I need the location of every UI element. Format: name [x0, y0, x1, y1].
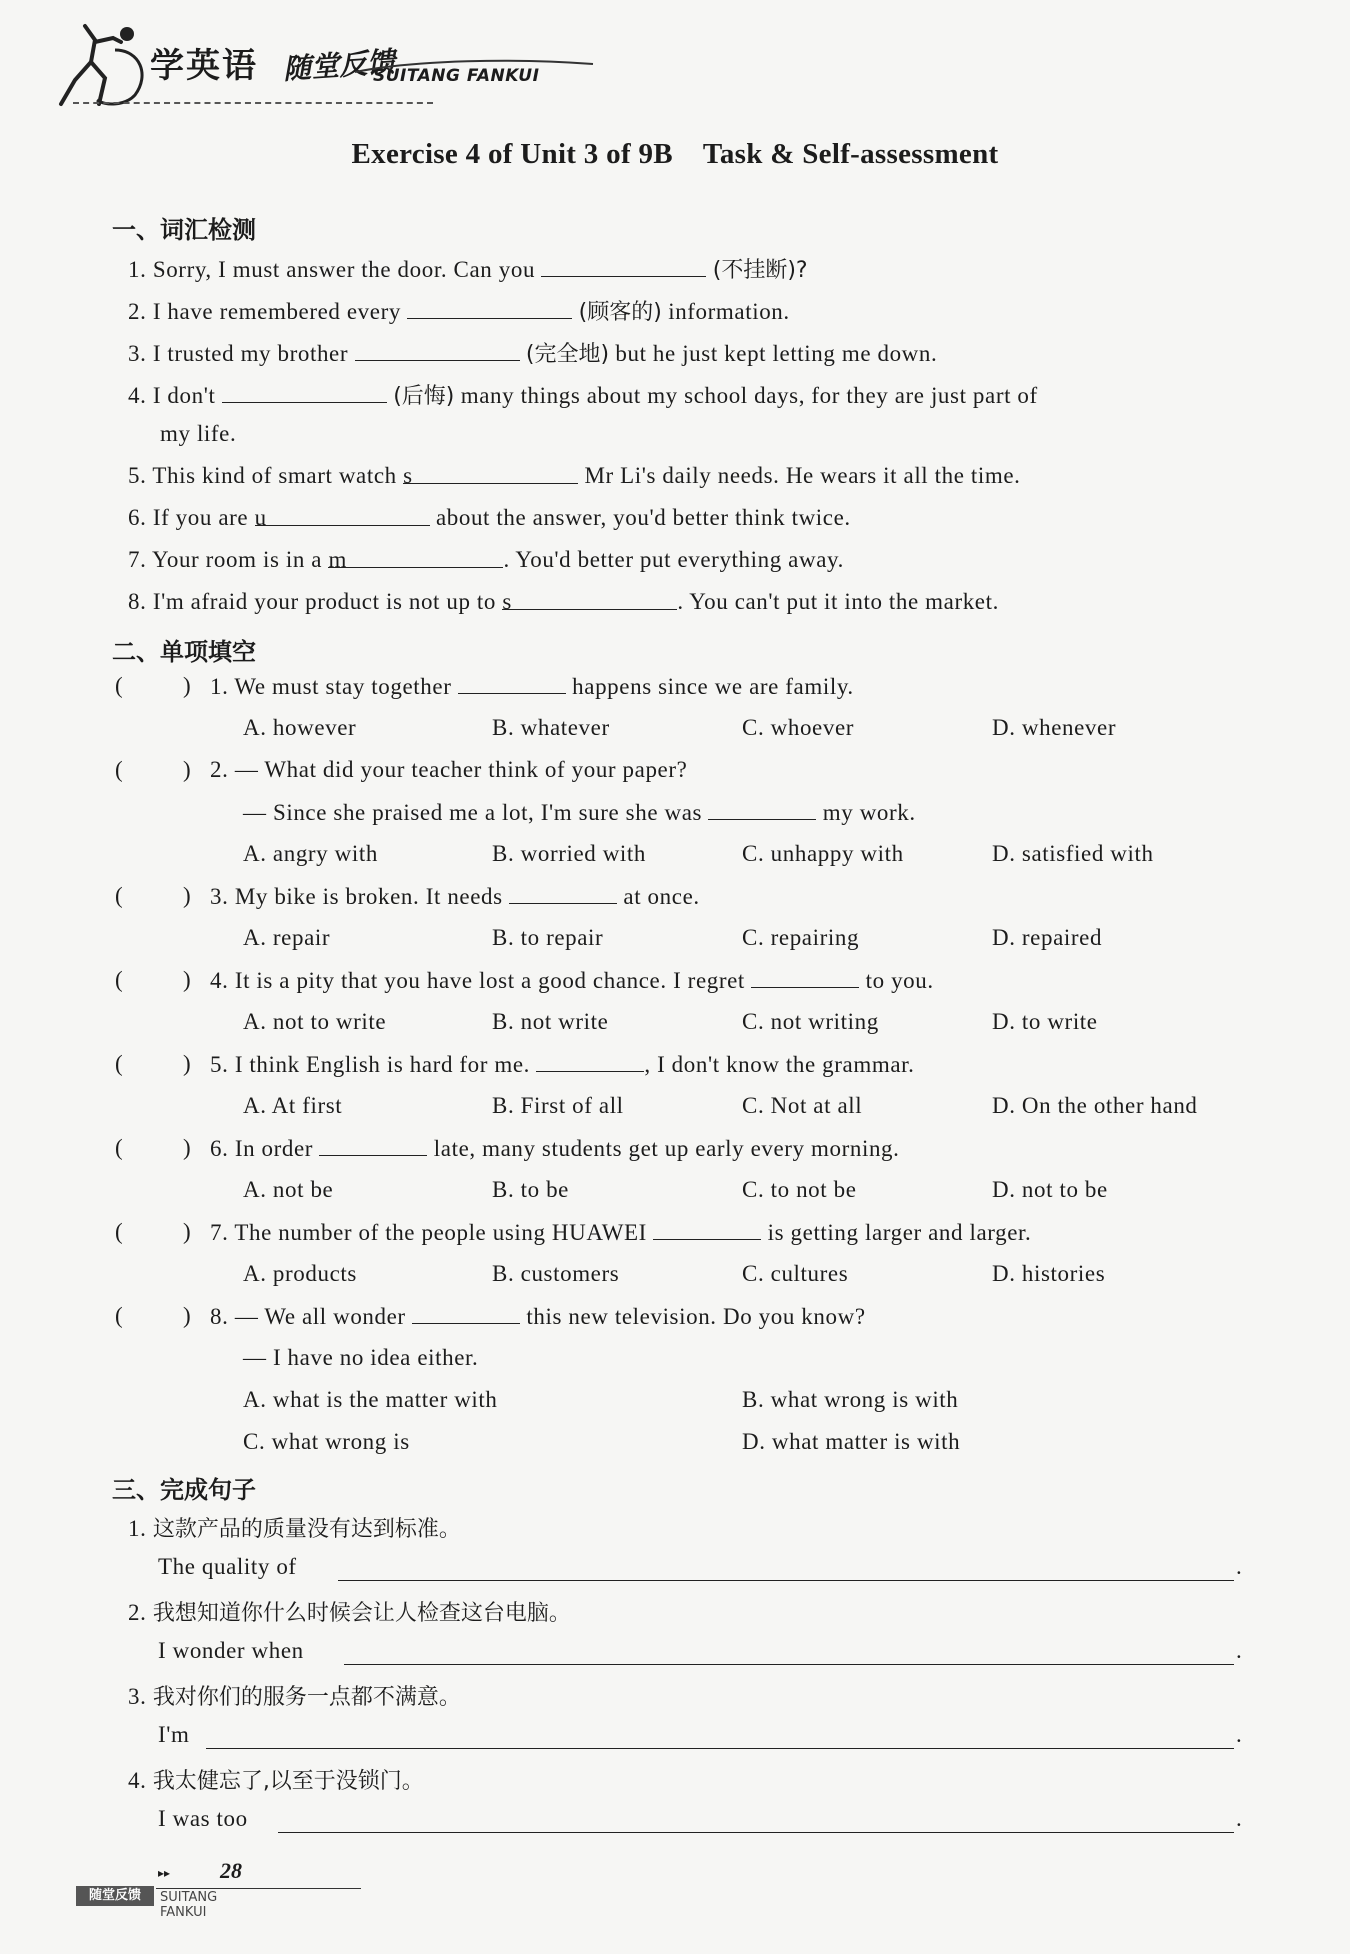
answer-paren-open[interactable]: ( [115, 1303, 123, 1328]
mc-option[interactable]: D. On the other hand [992, 1093, 1198, 1118]
vocab-item: 6. If you are u about the answer, you'd better think twice. [128, 505, 851, 530]
answer-paren-open[interactable]: ( [115, 883, 123, 908]
answer-blank[interactable] [541, 256, 706, 277]
mc-option[interactable]: C. to not be [742, 1177, 857, 1202]
answer-blank[interactable] [536, 1051, 644, 1072]
title-left: Exercise 4 of Unit 3 of 9B [351, 138, 673, 170]
answer-blank[interactable] [412, 1303, 520, 1324]
answer-paren-close: ) [183, 1219, 191, 1244]
mc-option[interactable]: D. what matter is with [742, 1429, 961, 1454]
mc-option[interactable]: B. whatever [492, 715, 610, 740]
mc-option[interactable]: D. histories [992, 1261, 1106, 1286]
translation-prompt: 2. 我想知道你什么时候会让人检查这台电脑。 [128, 1600, 571, 1626]
header-divider [73, 102, 433, 104]
translation-start: The quality of [158, 1554, 297, 1579]
answer-blank[interactable]: s [403, 463, 578, 484]
answer-line[interactable] [344, 1664, 1234, 1665]
answer-line[interactable] [278, 1832, 1234, 1833]
mc-option[interactable]: A. angry with [243, 841, 378, 866]
mc-option[interactable]: C. whoever [742, 715, 855, 740]
answer-paren-close: ) [183, 1135, 191, 1160]
answer-blank[interactable]: s [502, 589, 677, 610]
mc-question: 7. The number of the people using HUAWEI is getting larger and larger. [210, 1220, 1032, 1245]
translation-prompt: 1. 这款产品的质量没有达到标准。 [128, 1516, 461, 1542]
sentence-period: . [1236, 1554, 1243, 1579]
mc-option[interactable]: C. repairing [742, 925, 860, 950]
mc-option[interactable]: B. customers [492, 1261, 620, 1286]
footer-roman: SUITANG FANKUI [160, 1890, 218, 1920]
mc-question: 6. In order late, many students get up early every morning. [210, 1136, 900, 1161]
mc-option[interactable]: D. whenever [992, 715, 1117, 740]
title-right: Task & Self-assessment [702, 138, 999, 170]
footer-rule [156, 1888, 361, 1889]
answer-paren-open[interactable]: ( [115, 673, 123, 698]
translation-prompt: 4. 我太健忘了,以至于没锁门。 [128, 1768, 424, 1794]
mc-question: 5. I think English is hard for me. , I don't know the grammar. [210, 1052, 915, 1077]
mc-option[interactable]: B. to be [492, 1177, 569, 1202]
answer-blank[interactable] [407, 298, 572, 319]
mc-question: 2. — What did your teacher think of your paper? [210, 757, 688, 782]
mc-option[interactable]: D. satisfied with [992, 841, 1154, 866]
mc-option[interactable]: A. what is the matter with [243, 1387, 498, 1412]
footer-badge: 随堂反馈 [76, 1886, 154, 1906]
mc-option[interactable]: D. repaired [992, 925, 1103, 950]
answer-line[interactable] [206, 1748, 1234, 1749]
answer-paren-open[interactable]: ( [115, 1051, 123, 1076]
answer-blank[interactable]: u [255, 505, 430, 526]
answer-paren-close: ) [183, 1303, 191, 1328]
mc-option[interactable]: B. worried with [492, 841, 647, 866]
vocab-item: 4. I don't (后悔) many things about my school days, for they are just part of [128, 383, 1038, 409]
mc-question-line2: — I have no idea either. [243, 1345, 479, 1370]
answer-paren-close: ) [183, 757, 191, 782]
answer-blank[interactable] [222, 382, 387, 403]
mc-question: 3. My bike is broken. It needs at once. [210, 884, 700, 909]
mc-option[interactable]: B. to repair [492, 925, 604, 950]
answer-line[interactable] [338, 1580, 1234, 1581]
mc-question-line2: — Since she praised me a lot, I'm sure she was my work. [243, 800, 916, 825]
answer-paren-close: ) [183, 967, 191, 992]
answer-paren-open[interactable]: ( [115, 967, 123, 992]
mc-option[interactable]: A. products [243, 1261, 357, 1286]
mc-question: 8. — We all wonder this new television. Do you know? [210, 1304, 866, 1329]
section-heading-complete-sentences: 三、完成句子 [112, 1476, 256, 1504]
mc-option[interactable]: C. unhappy with [742, 841, 904, 866]
vocab-item: 8. I'm afraid your product is not up to s . You can't put it into the market. [128, 589, 999, 614]
mc-option[interactable]: B. what wrong is with [742, 1387, 959, 1412]
section-heading-multiple-choice: 二、单项填空 [112, 638, 256, 666]
answer-paren-close: ) [183, 883, 191, 908]
answer-paren-open[interactable]: ( [115, 1219, 123, 1244]
mc-option[interactable]: C. Not at all [742, 1093, 863, 1118]
runner-icon [55, 20, 150, 108]
mc-option[interactable]: A. not be [243, 1177, 334, 1202]
header-logo [55, 14, 555, 109]
section-heading-vocabulary: 一、词汇检测 [112, 216, 256, 244]
answer-blank[interactable]: m [328, 547, 503, 568]
answer-blank[interactable] [509, 883, 617, 904]
translation-start: I was too [158, 1806, 248, 1831]
mc-question: 4. It is a pity that you have lost a good chance. I regret to you. [210, 968, 934, 993]
mc-option[interactable]: D. to write [992, 1009, 1098, 1034]
translation-start: I'm [158, 1722, 190, 1747]
answer-blank[interactable] [751, 967, 859, 988]
mc-question: 1. We must stay together happens since we are family. [210, 674, 854, 699]
sentence-period: . [1236, 1806, 1243, 1831]
sentence-period: . [1236, 1638, 1243, 1663]
mc-option[interactable]: B. First of all [492, 1093, 624, 1118]
page-title [0, 138, 1350, 171]
mc-option[interactable]: A. At first [243, 1093, 343, 1118]
answer-blank[interactable] [708, 799, 816, 820]
mc-option[interactable]: D. not to be [992, 1177, 1108, 1202]
mc-option[interactable]: B. not write [492, 1009, 609, 1034]
mc-option[interactable]: C. not writing [742, 1009, 879, 1034]
brand-roman: SUITANG FANKUI [373, 66, 540, 86]
answer-paren-close: ) [183, 673, 191, 698]
answer-paren-close: ) [183, 1051, 191, 1076]
mc-option[interactable]: A. not to write [243, 1009, 387, 1034]
translation-prompt: 3. 我对你们的服务一点都不满意。 [128, 1684, 461, 1710]
page-number: 28 [220, 1858, 242, 1883]
double-arrow-icon: ▸▸ [158, 1866, 171, 1880]
answer-paren-open[interactable]: ( [115, 1135, 123, 1160]
mc-option[interactable]: A. however [243, 715, 357, 740]
mc-option[interactable]: A. repair [243, 925, 331, 950]
answer-blank[interactable] [458, 673, 566, 694]
vocab-item: 2. I have remembered every (顾客的) information. [128, 299, 790, 325]
vocab-item: 1. Sorry, I must answer the door. Can you (不挂断)? [128, 257, 808, 283]
vocab-item: 3. I trusted my brother (完全地) but he just kept letting me down. [128, 341, 938, 367]
mc-option[interactable]: C. cultures [742, 1261, 849, 1286]
brand-title: 学英语 [150, 46, 258, 86]
answer-blank[interactable] [355, 340, 520, 361]
translation-start: I wonder when [158, 1638, 304, 1663]
vocab-item: 5. This kind of smart watch s Mr Li's daily needs. He wears it all the time. [128, 463, 1021, 488]
answer-paren-open[interactable]: ( [115, 757, 123, 782]
brand-handwritten: 随堂反馈 [282, 45, 397, 86]
mc-option[interactable]: C. what wrong is [243, 1429, 410, 1454]
answer-blank[interactable] [653, 1219, 761, 1240]
vocab-item: 7. Your room is in a m . You'd better put everything away. [128, 547, 844, 572]
answer-blank[interactable] [319, 1135, 427, 1156]
vocab-item-continuation: my life. [160, 421, 237, 446]
sentence-period: . [1236, 1722, 1243, 1747]
